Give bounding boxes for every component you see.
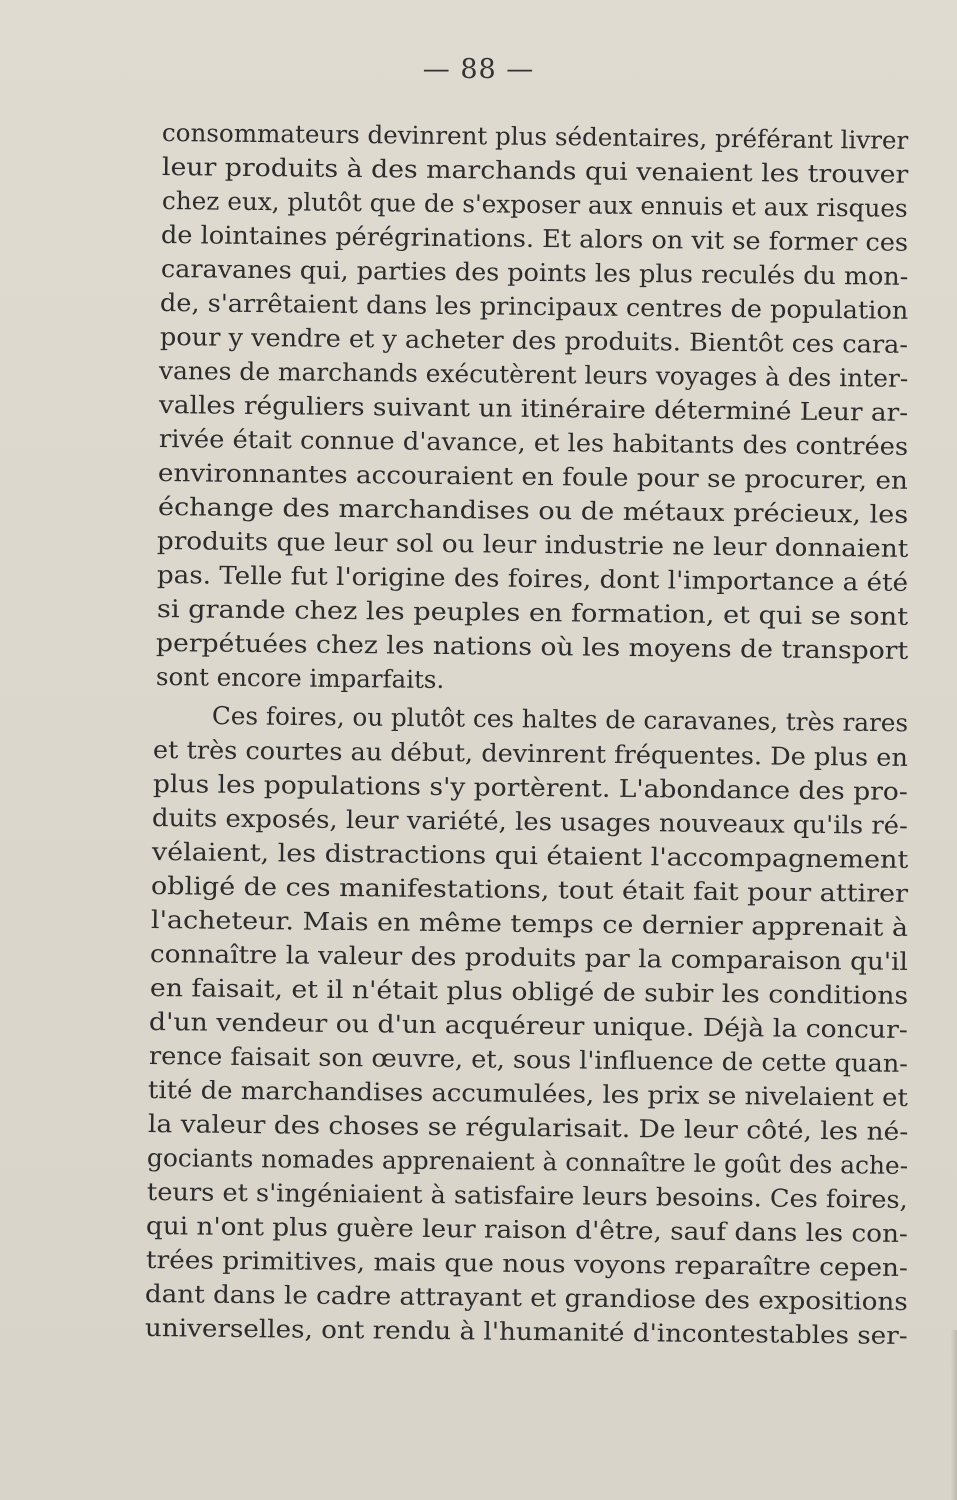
text-line: gociants nomades apprenaient à connaître le goût des ache- <box>146 1143 909 1180</box>
text-line: de, s'arrêtaient dans les principaux centres de population <box>159 288 909 325</box>
text-line: rivée était connue d'avance, et les habitants des contrées <box>158 424 909 461</box>
text-line: connaître la valeur des produits par la comparaison qu'il <box>149 939 909 976</box>
text-line: obligé de ces manifestations, tout était fait pour attirer <box>150 871 909 908</box>
text-line: pas. Telle fut l'origine des foires, dont l'importance a été <box>156 560 909 597</box>
text-line: la valeur des choses se régularisait. De leur côté, les né- <box>147 1109 909 1146</box>
text-line: produits que leur sol ou leur industrie ne leur donnaient <box>156 526 909 563</box>
text-line: rence faisait son œuvre, et, sous l'influence de cette quan- <box>148 1041 909 1078</box>
text-line: sont encore imparfaits. <box>155 662 445 695</box>
text-line: si grande chez les peuples en formation, et qui se sont <box>156 594 909 631</box>
text-line: échange des marchandises ou de métaux précieux, les <box>157 492 909 529</box>
text-line: vanes de marchands exécutèrent leurs voyages à des inter- <box>158 356 909 393</box>
text-line: teurs et s'ingéniaient à satisfaire leurs besoins. Ces foires, <box>146 1177 908 1214</box>
text-line: vélaient, les distractions qui étaient l'accompagnement <box>151 837 909 874</box>
text-line: universelles, ont rendu à l'humanité d'incontestables ser- <box>144 1313 908 1350</box>
text-line: perpétuées chez les nations où les moyens de transport <box>155 628 909 665</box>
text-line: de lointaines pérégrinations. Et alors on vit se former ces <box>160 220 909 257</box>
text-line: en faisait, et il n'était plus obligé de subir les conditions <box>149 973 909 1010</box>
text-line: tité de marchandises accumulées, les prix se nivelaient et <box>147 1075 908 1112</box>
text-line: plus les populations s'y portèrent. L'abondance des pro- <box>152 769 908 806</box>
text-line: environnantes accouraient en foule pour se procurer, en <box>157 458 908 495</box>
text-line: l'acheteur. Mais en même temps ce dernier apprenait à <box>150 905 909 942</box>
text-line: caravanes qui, parties des points les plus reculés du mon- <box>160 254 909 291</box>
text-line: leur produits à des marchands qui venaient les trouver <box>161 152 909 189</box>
page-edge <box>951 1330 957 1500</box>
text-line: et très courtes au début, devinrent fréquentes. De plus en <box>152 735 909 772</box>
text-line: d'un vendeur ou d'un acquéreur unique. Déjà la concur- <box>148 1007 909 1044</box>
text-line: chez eux, plutôt que de s'exposer aux ennuis et aux risques <box>161 186 908 223</box>
text-line: Ces foires, ou plutôt ces haltes de caravanes, très rares <box>211 701 909 738</box>
text-line: duits exposés, leur variété, les usages nouveaux qu'ils ré- <box>151 803 908 840</box>
text-line: consommateurs devinrent plus sédentaires, préférant livrer <box>161 118 909 155</box>
text-line: pour y vendre et y acheter des produits. Bientôt ces cara- <box>159 322 909 359</box>
page-number: — 88 — <box>422 54 535 85</box>
text-line: valles réguliers suivant un itinéraire déterminé Leur ar- <box>158 390 909 427</box>
text-line: qui n'ont plus guère leur raison d'être, sauf dans les con- <box>145 1211 909 1248</box>
text-line: trées primitives, mais que nous voyons reparaître cepen- <box>145 1245 909 1282</box>
text-line: dant dans le cadre attrayant et grandiose des expositions <box>144 1279 908 1316</box>
